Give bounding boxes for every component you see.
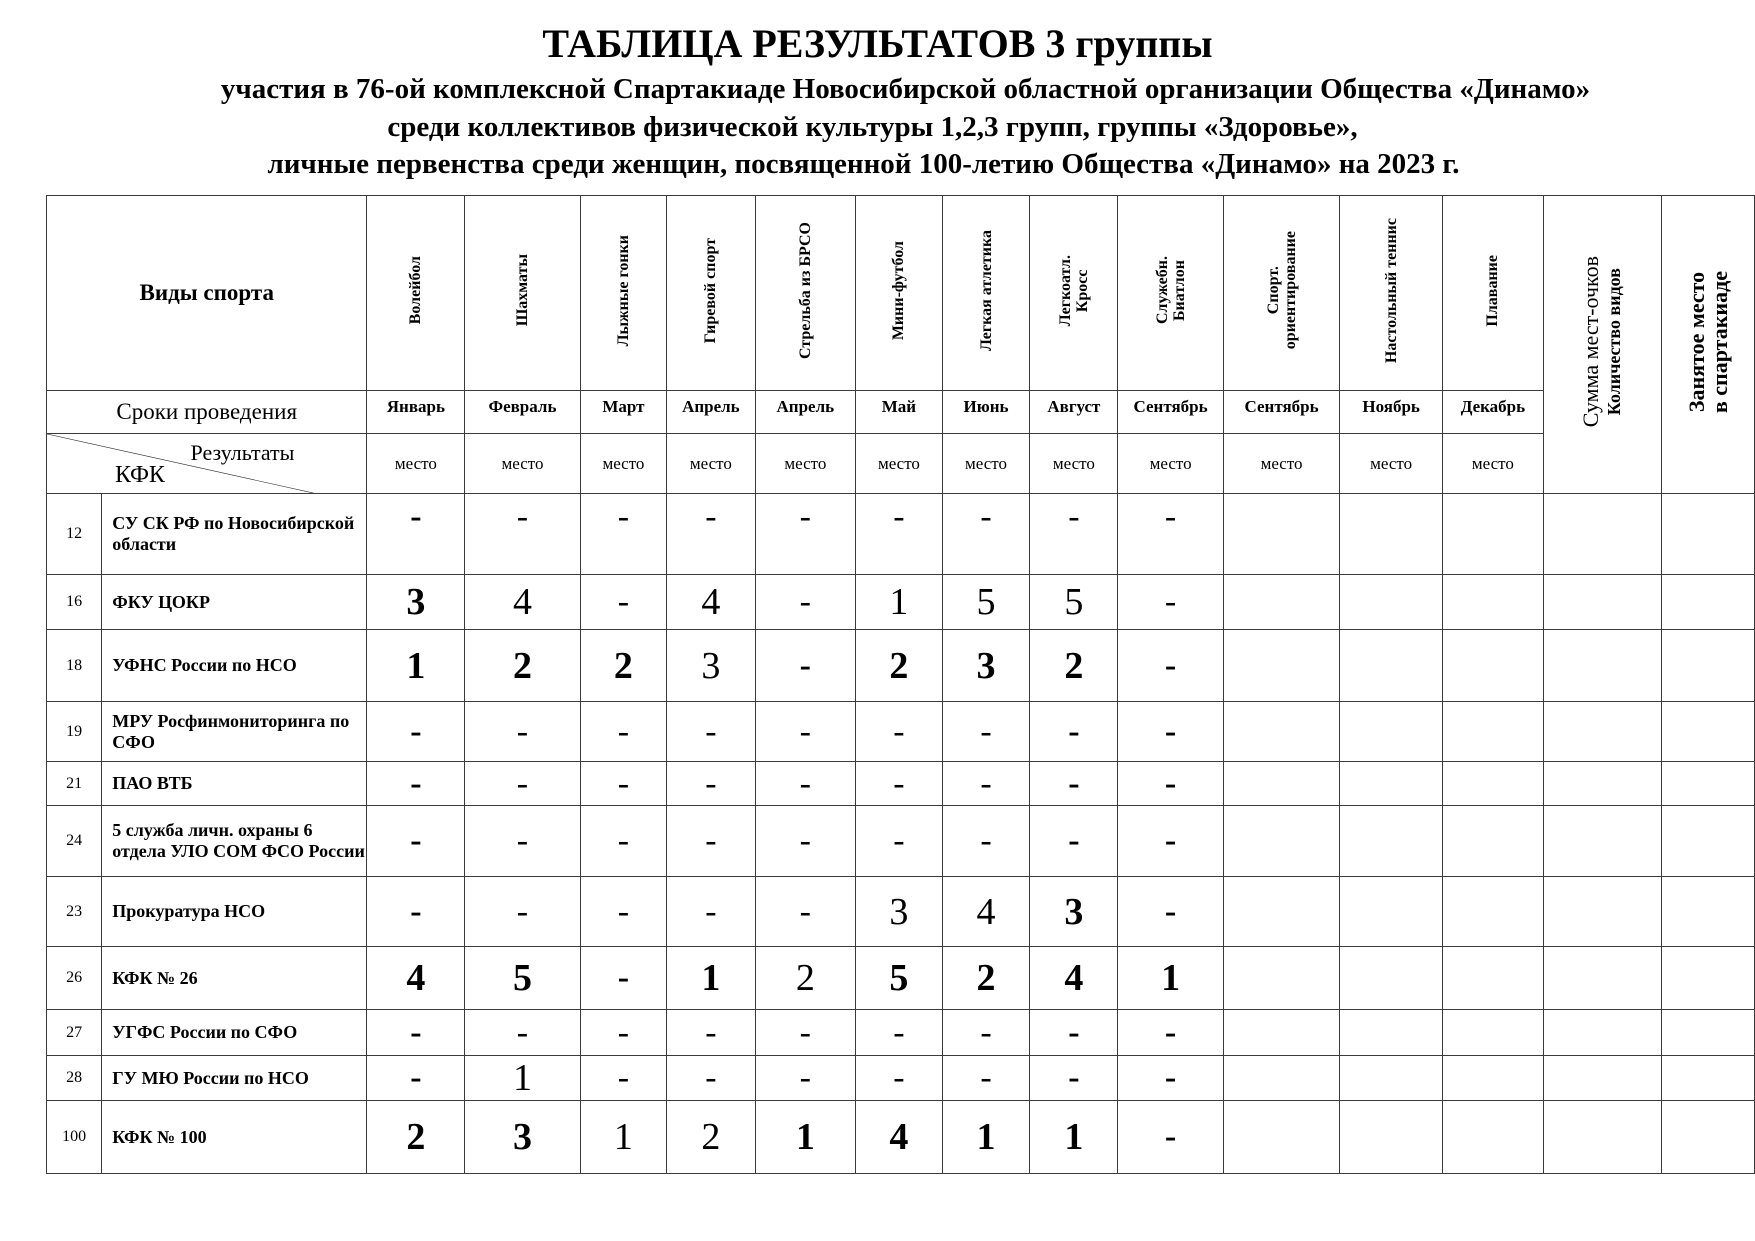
units-row (47, 434, 1755, 494)
place-value: 3 (667, 630, 755, 702)
unit-label: место (856, 434, 943, 494)
table-row (47, 630, 1755, 702)
schedule-month: Май (856, 391, 943, 434)
place-value: - (755, 630, 856, 702)
place-value (1340, 806, 1443, 877)
schedule-month: Декабрь (1442, 391, 1543, 434)
kfk-number: 100 (47, 1101, 102, 1174)
place-value: - (942, 806, 1030, 877)
place-value (1442, 806, 1543, 877)
sport-name: Легкоатл. Кросс (1056, 254, 1091, 327)
place-value (1442, 702, 1543, 762)
place-value: - (580, 877, 667, 947)
table-row (47, 1056, 1755, 1101)
place-value: - (755, 702, 856, 762)
organization-name: Прокуратура НСО (102, 877, 367, 947)
place-value: - (367, 877, 465, 947)
place-value: 2 (580, 630, 667, 702)
place-value (1442, 575, 1543, 630)
place-value: - (580, 1056, 667, 1101)
place-value: - (1118, 630, 1223, 702)
sports-header-row (47, 196, 1755, 391)
sum-cell (1543, 806, 1661, 877)
page-subtitle-line-1: участия в 76-ой комплексной Спартакиаде Новосибирской областной организации Общества «Динамо» (220, 73, 1591, 105)
organization-name: УГФС России по СФО (102, 1010, 367, 1056)
sum-cell (1543, 762, 1661, 806)
place-value: 2 (942, 947, 1030, 1010)
place-value: - (465, 1010, 580, 1056)
place-value: - (465, 806, 580, 877)
sport-name: Спорт. ориентирование (1264, 231, 1299, 350)
place-value (1340, 494, 1443, 575)
place-value: - (942, 702, 1030, 762)
table-row (47, 494, 1755, 575)
kfk-number: 16 (47, 575, 102, 630)
place-value: 4 (667, 575, 755, 630)
sports-label: Виды спорта (139, 280, 274, 305)
place-value: - (1030, 494, 1118, 575)
place-cell (1661, 702, 1754, 762)
kfk-number: 12 (47, 494, 102, 575)
place-value: - (755, 762, 856, 806)
organization-name: КФК № 100 (102, 1101, 367, 1174)
table-row (47, 702, 1755, 762)
table-row (47, 947, 1755, 1010)
place-value: - (580, 1010, 667, 1056)
place-value: - (667, 494, 755, 575)
sum-header (1579, 256, 1626, 427)
place-value: - (856, 702, 943, 762)
kfk-number: 28 (47, 1056, 102, 1101)
table-row (47, 575, 1755, 630)
place-value: - (667, 702, 755, 762)
sport-name: Плавание (1484, 254, 1502, 327)
kfk-label: КФК (115, 462, 165, 488)
sum-cell (1543, 947, 1661, 1010)
kfk-number: 19 (47, 702, 102, 762)
place-value: - (1118, 494, 1223, 575)
sport-header-cell (465, 196, 580, 391)
place-value (1223, 947, 1340, 1010)
place-value (1223, 630, 1340, 702)
place-value (1223, 806, 1340, 877)
place-value: - (667, 1010, 755, 1056)
unit-label: место (667, 434, 755, 494)
place-cell (1661, 1010, 1754, 1056)
schedule-month: Ноябрь (1340, 391, 1443, 434)
place-value (1223, 1056, 1340, 1101)
sport-header-cell (1340, 196, 1443, 391)
sport-header-cell (580, 196, 667, 391)
sport-header-cell (1223, 196, 1340, 391)
place-cell (1661, 947, 1754, 1010)
place-value: - (367, 1010, 465, 1056)
place-value: - (465, 762, 580, 806)
schedule-month: Апрель (755, 391, 856, 434)
unit-label: место (755, 434, 856, 494)
organization-name: УФНС России по НСО (102, 630, 367, 702)
place-value: 3 (367, 575, 465, 630)
place-value (1442, 494, 1543, 575)
place-value: 2 (755, 947, 856, 1010)
place-header: Занятое место в спартакиаде (1683, 270, 1732, 414)
place-value: - (580, 806, 667, 877)
place-value: 4 (942, 877, 1030, 947)
place-value: - (755, 1010, 856, 1056)
place-value: 5 (856, 947, 943, 1010)
place-value (1223, 494, 1340, 575)
sport-name: Гиревой спорт (702, 237, 720, 344)
sport-name: Стрельба из БРСО (796, 221, 814, 360)
place-value: - (667, 762, 755, 806)
organization-name: ФКУ ЦОКР (102, 575, 367, 630)
kfk-number: 23 (47, 877, 102, 947)
place-value (1223, 1101, 1340, 1174)
table-row (47, 1010, 1755, 1056)
unit-label: место (1223, 434, 1340, 494)
place-value: 1 (1118, 947, 1223, 1010)
place-value: - (1030, 806, 1118, 877)
place-value: 5 (1030, 575, 1118, 630)
place-value: - (755, 494, 856, 575)
place-value (1340, 630, 1443, 702)
sum-cell (1543, 877, 1661, 947)
unit-label: место (580, 434, 667, 494)
sport-header-cell (1442, 196, 1543, 391)
place-value: - (367, 806, 465, 877)
place-value: - (942, 1056, 1030, 1101)
sum-cell (1543, 494, 1661, 575)
place-value (1442, 630, 1543, 702)
place-value: 2 (667, 1101, 755, 1174)
place-value: 4 (465, 575, 580, 630)
place-value (1340, 877, 1443, 947)
place-value: 1 (580, 1101, 667, 1174)
place-value: - (667, 877, 755, 947)
place-value: - (856, 1010, 943, 1056)
page-subtitle-line-2: среди коллективов физической культуры 1,2,3 групп, группы «Здоровье», (387, 111, 1358, 143)
kfk-number: 24 (47, 806, 102, 877)
place-value: - (1118, 702, 1223, 762)
page-title: ТАБЛИЦА РЕЗУЛЬТАТОВ 3 группы (542, 21, 1213, 66)
organization-name: ПАО ВТБ (102, 762, 367, 806)
place-value (1223, 762, 1340, 806)
dates-label: Сроки проведения (47, 391, 367, 434)
place-value: 1 (1030, 1101, 1118, 1174)
place-value (1223, 877, 1340, 947)
unit-label: место (1340, 434, 1443, 494)
place-value: - (1118, 1056, 1223, 1101)
place-value: - (1030, 702, 1118, 762)
place-value: - (1030, 1010, 1118, 1056)
table-row (47, 762, 1755, 806)
place-value: - (580, 575, 667, 630)
place-value: - (755, 1056, 856, 1101)
sum-header-sub: Количество видов (1603, 268, 1624, 416)
schedule-month: Февраль (465, 391, 580, 434)
sport-header-cell (667, 196, 755, 391)
place-value: 5 (942, 575, 1030, 630)
place-value: - (367, 762, 465, 806)
place-value: 2 (856, 630, 943, 702)
place-cell (1661, 630, 1754, 702)
schedule-month: Март (580, 391, 667, 434)
schedule-month: Сентябрь (1223, 391, 1340, 434)
place-value: - (856, 1056, 943, 1101)
place-value: - (1118, 806, 1223, 877)
place-value: - (1030, 762, 1118, 806)
place-value: 3 (1030, 877, 1118, 947)
place-value (1223, 702, 1340, 762)
place-value: 1 (856, 575, 943, 630)
place-value (1340, 702, 1443, 762)
place-value: - (942, 1010, 1030, 1056)
place-cell (1661, 1056, 1754, 1101)
unit-label: место (1442, 434, 1543, 494)
kfk-number: 26 (47, 947, 102, 1010)
place-value (1223, 1010, 1340, 1056)
schedule-month: Август (1030, 391, 1118, 434)
kfk-number: 18 (47, 630, 102, 702)
sport-name: Лыжные гонки (614, 234, 632, 347)
place-value (1442, 1101, 1543, 1174)
place-value: - (1118, 1010, 1223, 1056)
sport-name: Шахматы (513, 254, 531, 327)
results-table (46, 195, 1755, 1174)
unit-label: место (367, 434, 465, 494)
place-cell (1661, 575, 1754, 630)
place-header-cell (1661, 196, 1754, 494)
sum-cell (1543, 630, 1661, 702)
place-value: 4 (367, 947, 465, 1010)
schedule-month: Сентябрь (1118, 391, 1223, 434)
place-value: - (667, 806, 755, 877)
place-value: - (1030, 1056, 1118, 1101)
schedule-month: Апрель (667, 391, 755, 434)
place-value: 1 (667, 947, 755, 1010)
organization-name: ГУ МЮ России по НСО (102, 1056, 367, 1101)
unit-label: место (1118, 434, 1223, 494)
place-value: - (755, 806, 856, 877)
place-value (1340, 1101, 1443, 1174)
results-label: Результаты (190, 440, 295, 465)
place-value: 4 (856, 1101, 943, 1174)
place-value: - (367, 702, 465, 762)
place-value: - (465, 702, 580, 762)
place-value: - (942, 494, 1030, 575)
place-value: 1 (367, 630, 465, 702)
place-value (1340, 947, 1443, 1010)
place-value (1340, 575, 1443, 630)
place-value: 4 (1030, 947, 1118, 1010)
place-cell (1661, 877, 1754, 947)
place-value (1442, 762, 1543, 806)
sport-header-cell (367, 196, 465, 391)
place-value (1442, 1056, 1543, 1101)
place-value (1340, 1056, 1443, 1101)
sport-name: Настольный теннис (1382, 217, 1400, 364)
table-row (47, 877, 1755, 947)
place-value: 1 (755, 1101, 856, 1174)
table-row (47, 1101, 1755, 1174)
sum-header-main: Сумма мест-очков (1577, 256, 1603, 428)
place-value: 2 (465, 630, 580, 702)
sports-label-cell (47, 196, 367, 391)
place-value: - (580, 702, 667, 762)
sport-name: Служебн. Биатлон (1153, 256, 1188, 325)
place-cell (1661, 494, 1754, 575)
unit-label: место (465, 434, 580, 494)
page-subtitle-line-3: личные первенства среди женщин, посвященной 100-летию Общества «Динамо» на 2023 г. (267, 148, 1460, 180)
place-value: 1 (942, 1101, 1030, 1174)
sum-cell (1543, 1101, 1661, 1174)
place-value: - (856, 806, 943, 877)
place-value: - (856, 762, 943, 806)
place-value: - (755, 575, 856, 630)
place-value: - (580, 494, 667, 575)
organization-name: 5 служба личн. охраны 6 отдела УЛО СОМ ФСО России (102, 806, 367, 877)
place-value: 1 (465, 1056, 580, 1101)
place-value: - (580, 762, 667, 806)
sport-header-cell (1030, 196, 1118, 391)
organization-name: СУ СК РФ по Новосибирской области (102, 494, 367, 575)
table-row (47, 806, 1755, 877)
organization-name: КФК № 26 (102, 947, 367, 1010)
organization-name: МРУ Росфинмониторинга по СФО (102, 702, 367, 762)
sport-name: Мини-футбол (890, 240, 908, 341)
sum-cell (1543, 1056, 1661, 1101)
place-value: - (465, 877, 580, 947)
place-value: 3 (856, 877, 943, 947)
place-value: - (942, 762, 1030, 806)
place-cell (1661, 1101, 1754, 1174)
place-cell (1661, 806, 1754, 877)
place-value (1223, 575, 1340, 630)
place-value: - (1118, 877, 1223, 947)
sport-header-cell (755, 196, 856, 391)
sum-cell (1543, 702, 1661, 762)
kfk-number: 21 (47, 762, 102, 806)
place-value: - (465, 494, 580, 575)
place-value: - (1118, 1101, 1223, 1174)
place-value (1442, 1010, 1543, 1056)
place-value: - (856, 494, 943, 575)
sport-name: Волейбол (407, 256, 425, 325)
place-value (1442, 877, 1543, 947)
place-value: 2 (367, 1101, 465, 1174)
place-value: 5 (465, 947, 580, 1010)
place-value (1340, 762, 1443, 806)
place-value: - (367, 494, 465, 575)
place-value: - (667, 1056, 755, 1101)
place-value: - (1118, 762, 1223, 806)
place-value: - (755, 877, 856, 947)
kfk-number: 27 (47, 1010, 102, 1056)
results-kfk-header (47, 434, 367, 494)
place-value (1340, 1010, 1443, 1056)
schedule-month: Январь (367, 391, 465, 434)
place-cell (1661, 762, 1754, 806)
unit-label: место (1030, 434, 1118, 494)
dates-row (47, 391, 1755, 434)
place-value (1442, 947, 1543, 1010)
sport-header-cell (1118, 196, 1223, 391)
sum-header-cell (1543, 196, 1661, 494)
unit-label: место (942, 434, 1030, 494)
sum-cell (1543, 575, 1661, 630)
sum-cell (1543, 1010, 1661, 1056)
sport-header-cell (856, 196, 943, 391)
sport-name: Легкая атлетика (977, 230, 995, 351)
place-value: 3 (942, 630, 1030, 702)
place-value: - (1118, 575, 1223, 630)
place-value: 3 (465, 1101, 580, 1174)
place-value: - (580, 947, 667, 1010)
place-value: 2 (1030, 630, 1118, 702)
place-value: - (367, 1056, 465, 1101)
schedule-month: Июнь (942, 391, 1030, 434)
sport-header-cell (942, 196, 1030, 391)
